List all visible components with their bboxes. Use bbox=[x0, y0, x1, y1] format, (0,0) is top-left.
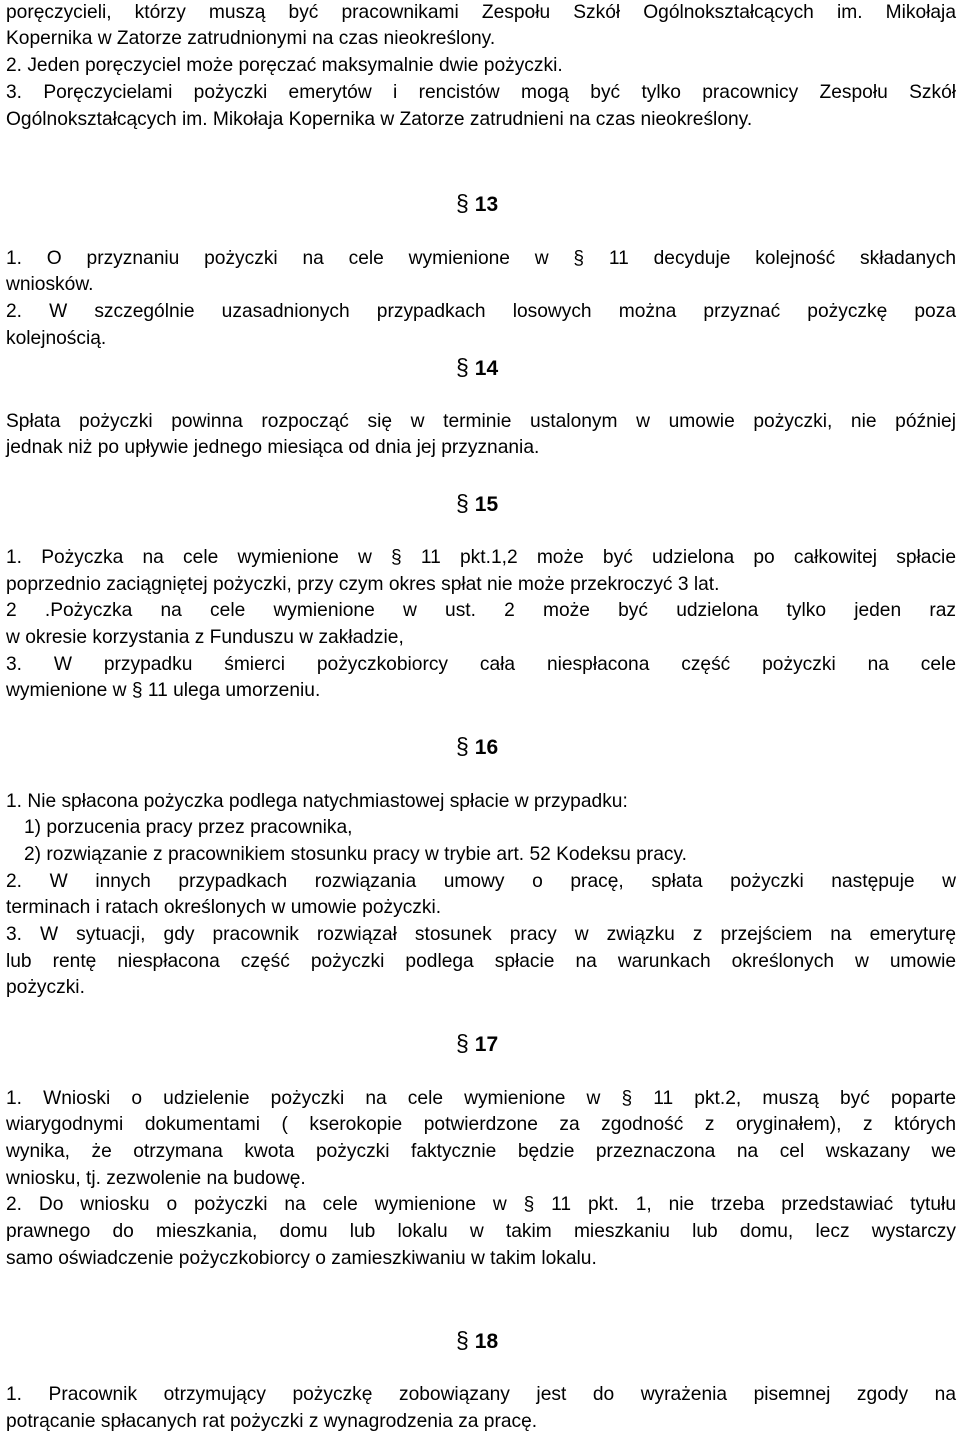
text-line: 1) porzucenia pracy przez pracownika, bbox=[24, 817, 353, 838]
text-line: 2. Do wniosku o pożyczki na cele wymienione w § 11 pkt. 1, nie trzeba przedstawiać tytułu bbox=[6, 1194, 956, 1215]
text-line: Ogólnokształcących im. Mikołaja Kopernika w Zatorze zatrudnieni na czas nieokreślony. bbox=[6, 109, 753, 130]
section-symbol: § bbox=[456, 190, 469, 216]
text-line: wymienione w § 11 ulega umorzeniu. bbox=[6, 680, 321, 701]
section-symbol: § bbox=[456, 490, 469, 516]
text-line: wiarygodnymi dokumentami ( kserokopie potwierdzone za zgodność z oryginałem), z których bbox=[6, 1114, 956, 1135]
section-heading-15 bbox=[456, 488, 576, 518]
text-line: pożyczki. bbox=[6, 977, 85, 998]
section-heading-14 bbox=[456, 352, 576, 382]
text-line: 3. W sytuacji, gdy pracownik rozwiązał stosunek pracy w związku z przejściem na emeryturę bbox=[6, 924, 956, 945]
text-line: 2. W innych przypadkach rozwiązania umowy o pracę, spłata pożyczki następuje w bbox=[6, 871, 956, 892]
section-symbol: § bbox=[456, 354, 469, 380]
text-line: 3. Poręczycielami pożyczki emerytów i rencistów mogą być tylko pracownicy Zespołu Szkół bbox=[6, 82, 956, 103]
section-symbol: § bbox=[456, 1030, 469, 1056]
text-line: terminach i ratach określonych w umowie pożyczki. bbox=[6, 897, 442, 918]
text-line: prawnego do mieszkania, domu lub lokalu w takim mieszkaniu lub domu, lecz wystarczy bbox=[6, 1221, 956, 1242]
text-line: Spłata pożyczki powinna rozpocząć się w terminie ustalonym w umowie pożyczki, nie później bbox=[6, 411, 956, 432]
text-line: 1. Pracownik otrzymujący pożyczkę zobowiązany jest do wyrażenia pisemnej zgody na bbox=[6, 1384, 956, 1405]
text-line: Kopernika w Zatorze zatrudnionymi na czas nieokreślony. bbox=[6, 28, 496, 49]
text-line: 2) rozwiązanie z pracownikiem stosunku pracy w trybie art. 52 Kodeksu pracy. bbox=[24, 844, 687, 865]
text-line: wynika, że otrzymana kwota pożyczki faktycznie będzie przeznaczona na cel wskazany we bbox=[6, 1141, 956, 1162]
text-line: 1. Pożyczka na cele wymienione w § 11 pkt.1,2 może być udzielona po całkowitej spłacie bbox=[6, 547, 956, 568]
section-symbol: § bbox=[456, 733, 469, 759]
text-line: wniosków. bbox=[6, 274, 94, 295]
text-line: wniosku, tj. zezwolenie na budowę. bbox=[6, 1168, 306, 1189]
text-line: 2 .Pożyczka na cele wymienione w ust. 2 może być udzielona tylko jeden raz bbox=[6, 600, 956, 621]
section-heading-16 bbox=[456, 731, 576, 761]
text-line: poręczycieli, którzy muszą być pracownikami Zespołu Szkół Ogólnokształcących im. Mikołaja bbox=[6, 2, 956, 23]
section-symbol: § bbox=[456, 1327, 469, 1353]
text-line: 2. Jeden poręczyciel może poręczać maksymalnie dwie pożyczki. bbox=[6, 55, 563, 76]
section-number: 13 bbox=[474, 193, 499, 216]
section-heading-17 bbox=[456, 1028, 576, 1058]
text-line: 1. O przyznaniu pożyczki na cele wymienione w § 11 decyduje kolejność składanych bbox=[6, 248, 956, 269]
text-line: jednak niż po upływie jednego miesiąca od dnia jej przyznania. bbox=[6, 437, 540, 458]
section-number: 18 bbox=[474, 1330, 499, 1353]
section-number: 16 bbox=[474, 736, 499, 759]
section-number: 15 bbox=[474, 493, 499, 516]
section-number: 14 bbox=[474, 357, 499, 380]
text-line: potrącanie spłacanych rat pożyczki z wynagrodzenia za pracę. bbox=[6, 1411, 538, 1432]
text-line: kolejnością. bbox=[6, 328, 107, 349]
section-number: 17 bbox=[474, 1033, 499, 1056]
text-line: lub rentę niespłacona część pożyczki podlega spłacie na warunkach określonych w umowie bbox=[6, 951, 956, 972]
text-line: w okresie korzystania z Funduszu w zakładzie, bbox=[6, 627, 404, 648]
text-line: 1. Wnioski o udzielenie pożyczki na cele wymienione w § 11 pkt.2, muszą być poparte bbox=[6, 1088, 956, 1109]
section-heading-13 bbox=[456, 188, 576, 218]
text-line: poprzednio zaciągniętej pożyczki, przy czym okres spłat nie może przekroczyć 3 lat. bbox=[6, 574, 720, 595]
section-heading-18 bbox=[456, 1325, 576, 1355]
text-line: 2. W szczególnie uzasadnionych przypadkach losowych można przyznać pożyczkę poza bbox=[6, 301, 956, 322]
text-line: 1. Nie spłacona pożyczka podlega natychmiastowej spłacie w przypadku: bbox=[6, 791, 628, 812]
text-line: 3. W przypadku śmierci pożyczkobiorcy cała niespłacona część pożyczki na cele bbox=[6, 654, 956, 675]
text-line: samo oświadczenie pożyczkobiorcy o zamieszkiwaniu w takim lokalu. bbox=[6, 1248, 597, 1269]
